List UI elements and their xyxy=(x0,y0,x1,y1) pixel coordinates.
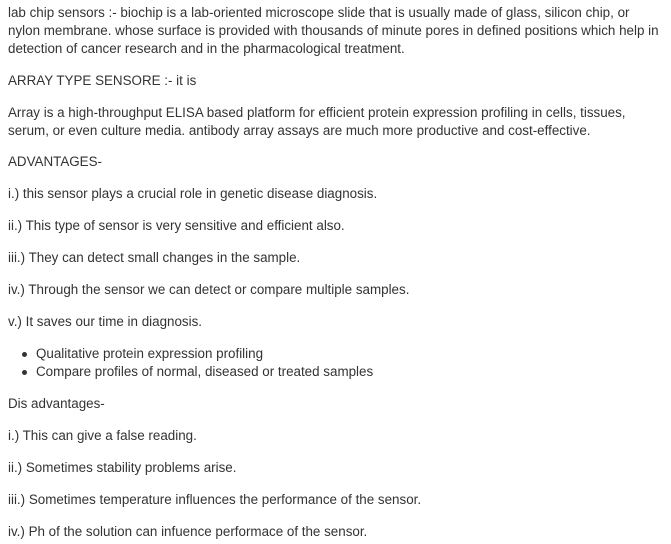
advantage-item: iii.) They can detect small changes in the sample. xyxy=(8,250,301,265)
disadvantage-item: i.) This can give a false reading. xyxy=(8,428,197,443)
disadvantage-item: ii.) Sometimes stability problems arise. xyxy=(8,460,237,475)
disadvantage-item: iv.) Ph of the solution can infuence performace of the sensor. xyxy=(8,524,368,539)
disadvantages-heading: Dis advantages- xyxy=(8,396,105,411)
advantages-heading: ADVANTAGES- xyxy=(8,154,102,169)
bullet-list xyxy=(8,345,373,381)
bullet-item: Qualitative protein expression profiling xyxy=(8,345,373,363)
advantage-item: v.) It saves our time in diagnosis. xyxy=(8,314,202,329)
advantage-item: i.) this sensor plays a crucial role in genetic disease diagnosis. xyxy=(8,186,378,201)
array-heading: ARRAY TYPE SENSORE :- it is xyxy=(8,73,197,88)
intro-paragraph: lab chip sensors :- biochip is a lab-oriented microscope slide that is usually made of glass, silicon chip, or nylon membrane. whose surface is provided with thousands of minute pores in defined positions which help in detection of cancer research and in the pharmacological treatment. xyxy=(8,5,659,56)
disadvantage-item: iii.) Sometimes temperature influences the performance of the sensor. xyxy=(8,492,422,507)
array-description: Array is a high-throughput ELISA based platform for efficient protein expression profiling in cells, tissues, serum, or even culture media. antibody array assays are much more productive and cost-effective. xyxy=(8,105,626,138)
advantage-item: ii.) This type of sensor is very sensitive and efficient also. xyxy=(8,218,345,233)
bullet-item: Compare profiles of normal, diseased or treated samples xyxy=(8,363,373,381)
advantage-item: iv.) Through the sensor we can detect or compare multiple samples. xyxy=(8,282,410,297)
